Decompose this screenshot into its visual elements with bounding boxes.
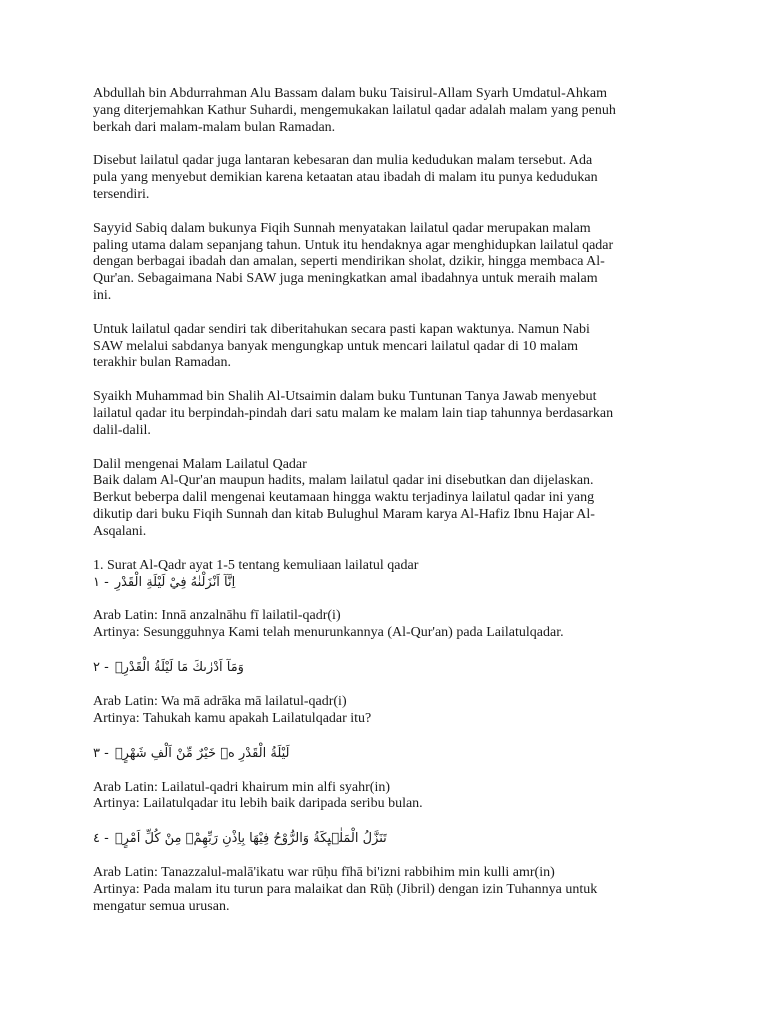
paragraph-timing: [93, 322, 683, 372]
text-line: SAW melalui sabdanya banyak mengungkap untuk mencari lailatul qadar di 10 malam: [93, 338, 578, 354]
text-line: lailatul qadar itu berpindah-pindah dari satu malam ke malam lain tiap tahunnya berdasarkan: [93, 405, 614, 421]
paragraph-dalil: [93, 457, 683, 541]
arab-latin: Arab Latin: Innā anzalnāhu fī lailatil-qadr(i): [93, 608, 341, 624]
verse-block-2: [93, 659, 683, 676]
arabic-text: لَيْلَةُ الْقَدْرِ ەۙ خَيْرٌ مِّنْ اَلْفِ شَهْرٍۗ: [114, 745, 290, 761]
document-page: [93, 86, 683, 933]
text-line: terakhir bulan Ramadan.: [93, 355, 232, 371]
text-line: Untuk lailatul qadar sendiri tak diberitahukan secara pasti kapan waktunya. Namun Nabi: [93, 321, 590, 337]
text-line: Abdullah bin Abdurrahman Alu Bassam dalam buku Taisirul-Allam Syarh Umdatul-Ahkam: [93, 86, 607, 101]
verse-translation-1: [93, 608, 683, 642]
text-line: dikutip dari buku Fiqih Sunnah dan kitab Bulughul Maram karya Al-Hafiz Ibnu Hajar Al-: [93, 506, 595, 522]
verse-number: ١ -: [93, 575, 109, 591]
verse-number: ٢ -: [93, 659, 109, 675]
translation: Artinya: Tahukah kamu apakah Lailatulqadar itu?: [93, 710, 372, 726]
arabic-verse: [93, 745, 683, 762]
text-line: tersendiri.: [93, 186, 150, 202]
text-line: Baik dalam Al-Qur'an maupun hadits, malam lailatul qadar ini disebutkan dan dijelaskan.: [93, 473, 594, 489]
arabic-text: تَنَزَّلُ الْمَلٰۤىِٕكَةُ وَالرُّوْحُ فِيْهَا بِاِذْنِ رَبِّهِمْۚ مِنْ كُلِّ اَمْرٍۛ: [114, 831, 387, 847]
arabic-verse: [93, 659, 683, 676]
arabic-text: اِنَّآ اَنْزَلْنٰهُ فِيْ لَيْلَةِ الْقَدْرِ: [114, 575, 236, 591]
arab-latin: Arab Latin: Tanazzalul-malā'ikatu war rūḥu fīhā bi'izni rabbihim min kulli amr(in): [93, 865, 555, 881]
arab-latin: Arab Latin: Lailatul-qadri khairum min alfi syahr(in): [93, 779, 391, 795]
arab-latin: Arab Latin: Wa mā adrāka mā lailatul-qadr(i): [93, 693, 347, 709]
text-line: yang diterjemahkan Kathur Suhardi, mengemukakan lailatul qadar adalah malam yang penuh: [93, 102, 616, 118]
surah-heading: 1. Surat Al-Qadr ayat 1-5 tentang kemuliaan lailatul qadar: [93, 557, 419, 573]
verse-block-4: [93, 830, 683, 847]
arabic-text: وَمَآ اَدْرٰىكَ مَا لَيْلَةُ الْقَدْرِۗ: [114, 659, 244, 675]
paragraph-utsaimin: [93, 389, 683, 439]
text-line: dengan berbagai ibadah dan amalan, seperti mendirikan sholat, dzikir, hingga membaca Al-: [93, 254, 605, 270]
verse-translation-2: [93, 694, 683, 728]
paragraph-name-origin: [93, 153, 683, 203]
paragraph-sayyid-sabiq: [93, 221, 683, 305]
verse-block-1: [93, 558, 683, 592]
text-line: Syaikh Muhammad bin Shalih Al-Utsaimin dalam buku Tuntunan Tanya Jawab menyebut: [93, 389, 597, 405]
verse-number: ٣ -: [93, 745, 109, 761]
verse-block-3: [93, 745, 683, 762]
translation: Artinya: Lailatulqadar itu lebih baik daripada seribu bulan.: [93, 796, 423, 812]
text-line: dalil-dalil.: [93, 422, 151, 438]
paragraph-intro: [93, 86, 683, 136]
arabic-verse: [93, 830, 683, 847]
verse-translation-3: [93, 780, 683, 814]
text-line: berkah dari malam-malam bulan Ramadan.: [93, 119, 336, 135]
text-line: paling utama dalam sepanjang tahun. Untuk itu hendaknya agar menghidupkan lailatul qadar: [93, 237, 614, 253]
text-line: Sayyid Sabiq dalam bukunya Fiqih Sunnah menyatakan lailatul qadar merupakan malam: [93, 220, 591, 236]
text-line: ini.: [93, 287, 112, 303]
translation: Artinya: Pada malam itu turun para malaikat dan Rūḥ (Jibril) dengan izin Tuhannya untuk: [93, 881, 598, 897]
translation: Artinya: Sesungguhnya Kami telah menurunkannya (Al-Qur'an) pada Lailatulqadar.: [93, 625, 564, 641]
verse-translation-4: [93, 865, 683, 915]
section-heading: Dalil mengenai Malam Lailatul Qadar: [93, 456, 307, 472]
text-line: Disebut lailatul qadar juga lantaran kebesaran dan mulia kedudukan malam tersebut. Ada: [93, 153, 593, 169]
text-line: Berkut beberpa dalil mengenai keutamaan hingga waktu terjadinya lailatul qadar ini yang: [93, 490, 595, 506]
text-line: Qur'an. Sebagaimana Nabi SAW juga meningkatkan amal ibadahnya untuk meraih malam: [93, 271, 598, 287]
text-line: Asqalani.: [93, 523, 147, 539]
translation: mengatur semua urusan.: [93, 898, 230, 914]
arabic-verse: [93, 574, 683, 591]
verse-number: ٤ -: [93, 831, 109, 847]
text-line: pula yang menyebut demikian karena ketaatan atau ibadah di malam itu punya kedudukan: [93, 170, 598, 186]
